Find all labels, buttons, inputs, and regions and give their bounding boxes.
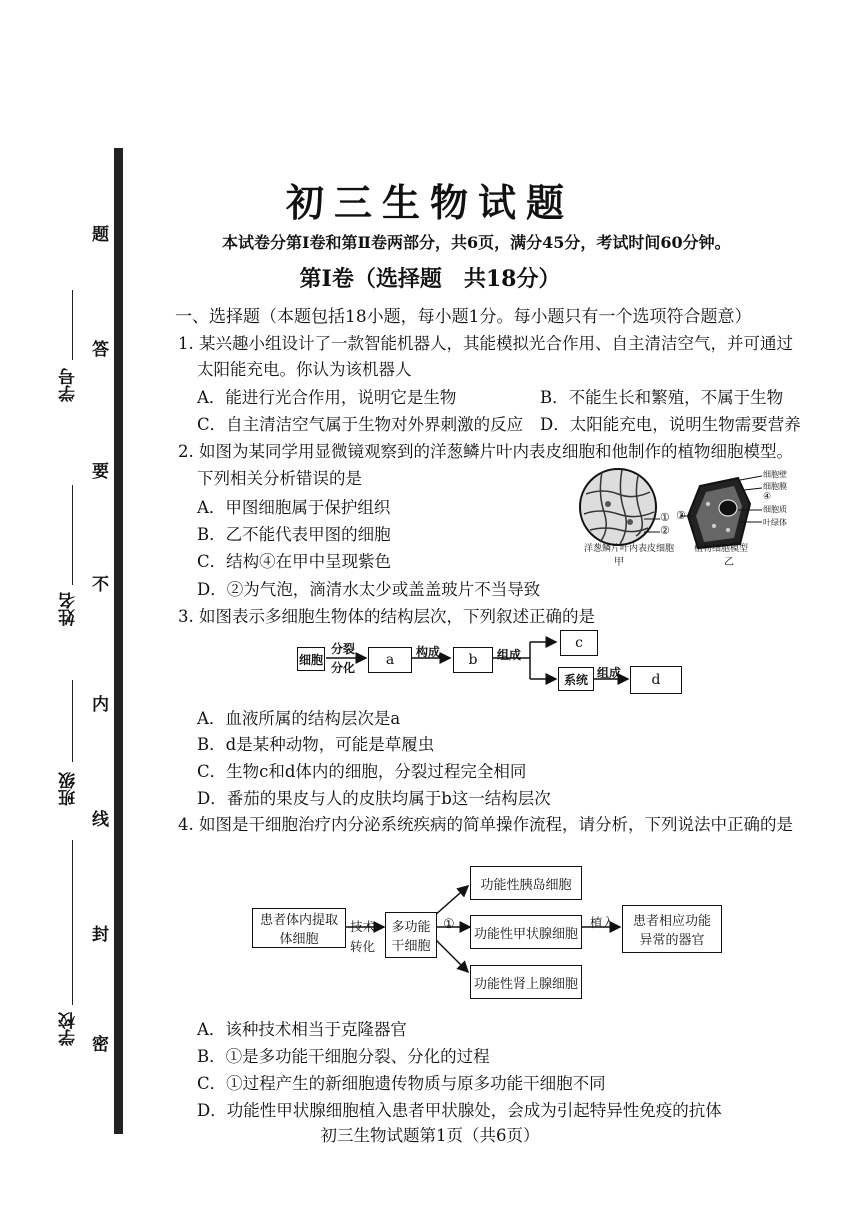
q1-option-d[interactable]: D．太阳能充电，说明生物需要营养 bbox=[540, 415, 801, 434]
onion-epidermis-micrograph bbox=[580, 469, 660, 545]
q4-option-a[interactable]: A．该种技术相当于克隆器官 bbox=[197, 1020, 407, 1039]
page-footer: 初三生物试题第1页（共6页） bbox=[320, 1126, 540, 1145]
q2-yi-part-label: 细胞壁 bbox=[763, 470, 787, 479]
q3-differentiate-label: 分化 bbox=[331, 661, 356, 675]
plant-cell-model bbox=[680, 476, 762, 548]
seal-char: 封 bbox=[92, 925, 109, 945]
q3-option-d[interactable]: D．番茄的果皮与人的皮肤均属于b这一结构层次 bbox=[197, 789, 551, 808]
seal-char: 答 bbox=[92, 340, 109, 360]
name-label: 姓名 bbox=[59, 592, 79, 626]
q1-option-a[interactable]: A．能进行光合作用，说明它是生物 bbox=[197, 388, 457, 407]
q4-source-box: 患者体内提取体细胞 bbox=[252, 908, 346, 948]
q4-implant-label: 植入 bbox=[590, 915, 616, 930]
q2-yi-part-label: 细胞质 bbox=[763, 505, 787, 514]
school-fill-line[interactable] bbox=[72, 840, 73, 1005]
seal-char: 要 bbox=[92, 462, 109, 482]
school-label: 学校 bbox=[59, 1012, 79, 1046]
exam-instructions: 本试卷分第Ⅰ卷和第Ⅱ卷两部分，共6页，满分45分，考试时间60分钟。 bbox=[222, 233, 731, 252]
q2-stem-line1: 2. 如图为某同学用显微镜观察到的洋葱鳞片叶内表皮细胞和他制作的植物细胞模型。 bbox=[178, 442, 793, 461]
q2-yi-part-label: 叶绿体 bbox=[763, 518, 787, 527]
q2-yi-label: 乙 bbox=[724, 557, 734, 568]
q2-option-c[interactable]: C．结构④在甲中呈现紫色 bbox=[197, 552, 392, 571]
exam-title: 初三生物试题 bbox=[285, 180, 574, 225]
q2-option-a[interactable]: A．甲图细胞属于保护组织 bbox=[197, 498, 391, 517]
q2-jia-caption: 洋葱鳞片叶内表皮细胞 bbox=[584, 544, 675, 554]
q4-islet-cell-box: 功能性胰岛细胞 bbox=[470, 866, 582, 900]
q4-option-c[interactable]: C．①过程产生的新细胞遗传物质与原多功能干细胞不同 bbox=[197, 1074, 606, 1093]
q4-option-d[interactable]: D．功能性甲状腺细胞植入患者甲状腺处，会成为引起特异性免疫的抗体 bbox=[197, 1101, 722, 1120]
class-label: 班级 bbox=[59, 772, 79, 806]
q4-stem: 4. 如图是干细胞治疗内分泌系统疾病的简单操作流程，请分析，下列说法中正确的是 bbox=[178, 815, 793, 834]
q3-cell-box: 细胞 bbox=[297, 647, 325, 671]
q4-stem-cell-box: 多功能干细胞 bbox=[385, 912, 437, 958]
q3-stem: 3. 如图表示多细胞生物体的结构层次，下列叙述正确的是 bbox=[178, 607, 595, 626]
q4-step-marker: ① bbox=[443, 917, 455, 932]
student-number-label: 学号 bbox=[59, 368, 79, 402]
q3-system-box: 系统 bbox=[558, 667, 594, 691]
q3-compose-label: 组成 bbox=[497, 648, 522, 662]
seal-char: 内 bbox=[92, 695, 109, 715]
q4-thyroid-cell-box: 功能性甲状腺细胞 bbox=[470, 915, 582, 949]
q3-level-d-box: d bbox=[630, 666, 682, 694]
binding-margin-bar bbox=[114, 148, 123, 1134]
class-fill-line[interactable] bbox=[72, 680, 73, 762]
q2-yi-part-label: ④ bbox=[763, 492, 772, 502]
q2-stem-line2: 下列相关分析错误的是 bbox=[197, 469, 362, 488]
q4-tech-label: 技术 bbox=[350, 919, 376, 934]
q3-level-c-box: c bbox=[560, 630, 598, 656]
seal-char: 题 bbox=[92, 225, 109, 245]
q4-option-b[interactable]: B．①是多功能干细胞分裂、分化的过程 bbox=[197, 1047, 490, 1066]
volume-heading: 第Ⅰ卷（选择题 共18分） bbox=[299, 266, 561, 292]
q2-jia-label: 甲 bbox=[614, 557, 624, 568]
q1-option-c[interactable]: C．自主清洁空气属于生物对外界刺激的反应 bbox=[197, 415, 524, 434]
q1-option-b[interactable]: B．不能生长和繁殖，不属于生物 bbox=[540, 388, 784, 407]
seal-char: 线 bbox=[92, 810, 109, 830]
q2-option-b[interactable]: B．乙不能代表甲图的细胞 bbox=[197, 525, 391, 544]
section-heading: 一、选择题（本题包括18小题，每小题1分。每小题只有一个选项符合题意） bbox=[175, 307, 752, 327]
q2-marker-1: ① bbox=[660, 511, 670, 524]
q4-target-organ-box: 患者相应功能异常的器官 bbox=[622, 905, 722, 953]
q3-option-b[interactable]: B．d是某种动物，可能是草履虫 bbox=[197, 735, 435, 754]
q4-adrenal-cell-box: 功能性肾上腺细胞 bbox=[470, 965, 582, 999]
seal-char: 不 bbox=[92, 575, 109, 595]
q3-constitute-label: 构成 bbox=[416, 645, 441, 659]
seal-char: 密 bbox=[92, 1035, 109, 1055]
q3-level-b-box: b bbox=[453, 647, 493, 673]
q2-marker-3: ③ bbox=[676, 509, 686, 522]
q3-option-a[interactable]: A．血液所属的结构层次是a bbox=[197, 709, 401, 728]
name-fill-line[interactable] bbox=[72, 485, 73, 585]
q3-level-a-box: a bbox=[368, 647, 412, 673]
q2-marker-2: ② bbox=[660, 524, 670, 537]
q2-option-d[interactable]: D．②为气泡，滴清水太少或盖盖玻片不当导致 bbox=[197, 580, 541, 599]
student-number-fill-line[interactable] bbox=[72, 290, 73, 360]
q1-stem-line1: 1. 某兴趣小组设计了一款智能机器人，其能模拟光合作用、自主清洁空气，并可通过 bbox=[178, 334, 793, 353]
q2-yi-caption: 植物细胞模型 bbox=[694, 544, 749, 554]
q3-option-c[interactable]: C．生物c和d体内的细胞，分裂过程完全相同 bbox=[197, 762, 527, 781]
q3-compose2-label: 组成 bbox=[597, 666, 622, 680]
q4-transform-label: 转化 bbox=[350, 939, 376, 954]
q2-yi-part-label: 细胞膜 bbox=[763, 482, 787, 491]
q1-stem-line2: 太阳能充电。你认为该机器人 bbox=[197, 360, 412, 379]
q3-divide-label: 分裂 bbox=[331, 642, 356, 656]
